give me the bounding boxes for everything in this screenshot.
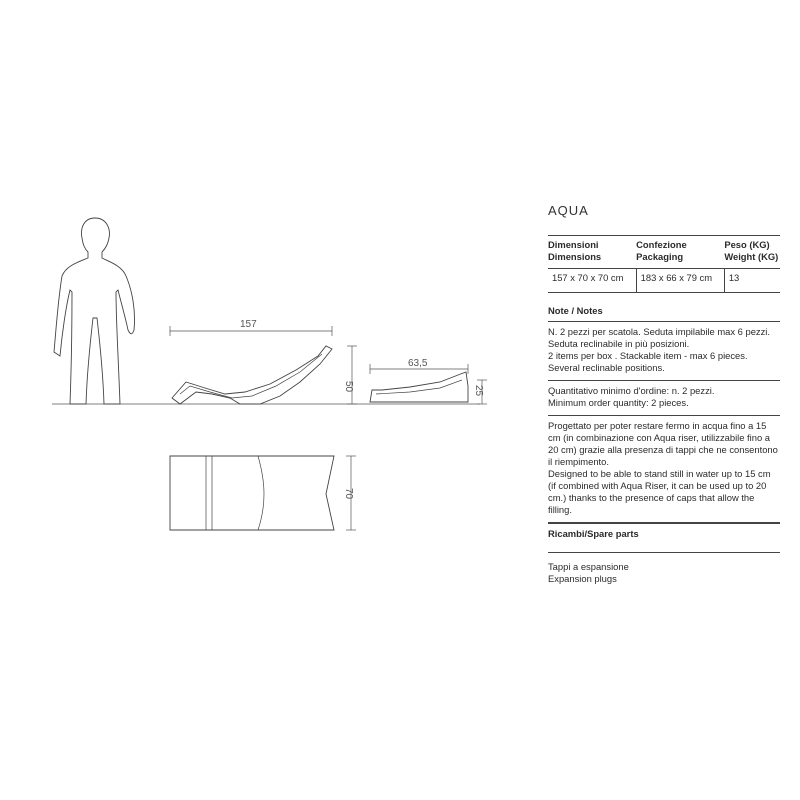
dim-box-length-label: 63,5 — [408, 358, 428, 369]
dim-height-label: 50 — [343, 381, 354, 393]
human-scale-figure — [54, 218, 135, 404]
product-title: AQUA — [548, 203, 589, 218]
notes-heading: Note / Notes — [548, 305, 603, 316]
lounger-side-view — [172, 346, 332, 404]
spec-table — [548, 235, 780, 293]
cell-dimensions: 157 x 70 x 70 cm — [548, 269, 636, 293]
notes-min-order: Quantitativo minimo d'ordine: n. 2 pezzi. Minimum order quantity: 2 pieces. — [548, 380, 780, 415]
notes-packing: N. 2 pezzi per scatola. Seduta impilabile max 6 pezzi. Seduta reclinabile in più posizioni. 2 items per box . Stackable item - max 6 pieces. Several reclinable positions. — [548, 321, 780, 380]
dim-length-label: 157 — [240, 319, 257, 330]
spec-sheet — [548, 205, 780, 585]
stacked-box-view — [370, 372, 468, 402]
spare-parts-heading: Ricambi/Spare parts — [548, 523, 780, 552]
header-dimensions: Dimensioni Dimensions — [548, 236, 636, 269]
notes-design: Progettato per poter restare fermo in acqua fino a 15 cm (in combinazione con Aqua riser, utilizzabile fino a 20 cm) grazie alla presenza di tappi che ne consentono il riempimento. Designed to be able to stand still in water up to 15 cm (if combined with Aqua Riser, it can be used up to 20 cm.) thanks to the presence of caps that allow the filling. — [548, 415, 780, 523]
spare-part-item-en: Expansion plugs — [548, 573, 617, 584]
dim-box-height-label: 25 — [473, 385, 484, 397]
lounger-top-view — [170, 456, 334, 530]
dim-width-label: 70 — [343, 488, 354, 500]
cell-packaging: 183 x 66 x 79 cm — [636, 269, 724, 293]
spare-parts-list — [548, 552, 780, 585]
cell-weight: 13 — [724, 269, 780, 293]
header-packaging: Confezione Packaging — [636, 236, 724, 269]
spare-part-item-it: Tappi a espansione — [548, 561, 629, 572]
table-row — [548, 269, 780, 293]
lounger-side-inner — [180, 354, 322, 398]
header-weight: Peso (KG) Weight (KG) — [724, 236, 780, 269]
